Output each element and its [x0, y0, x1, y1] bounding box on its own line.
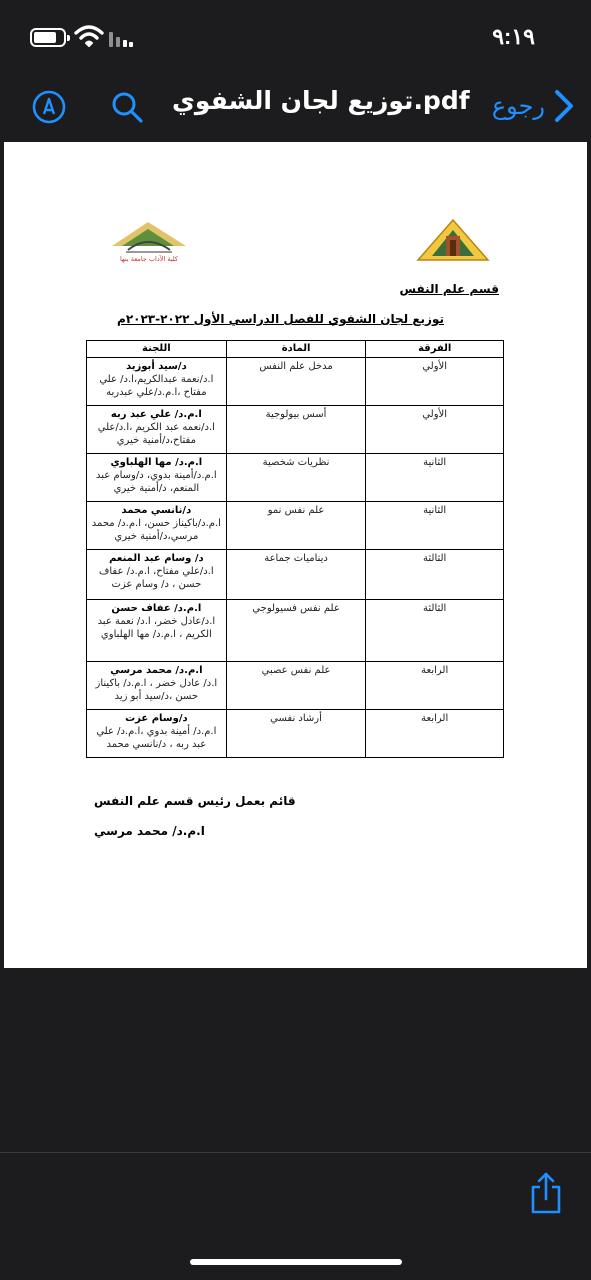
back-button[interactable] — [492, 86, 575, 126]
row-committee — [87, 550, 227, 600]
header-subject: المادة — [226, 341, 366, 358]
committee-members: ا.م.د/ أمينة بدوي ،ا.م.د/ علي عبد ربه ، د/نانسي محمد — [96, 726, 217, 750]
row-committee — [87, 600, 227, 662]
committee-members: ا.م.د/أمينة بدوي، د/وسام عبد المنعم، د/أمنية خيري — [96, 470, 217, 494]
header-committee: اللجنة — [87, 341, 227, 358]
row-level: الأولي — [366, 358, 504, 406]
row-level: الثانية — [366, 502, 504, 550]
row-subject: أسس بيولوجية — [226, 406, 366, 454]
table-row — [87, 406, 504, 454]
committee-members: ا.د/عادل خضر، ا.د/ نعمة عبد الكريم ، ا.م.د/ مها الهلباوي — [97, 616, 216, 640]
row-subject: مدخل علم النفس — [226, 358, 366, 406]
row-subject: علم نفس فسيولوجي — [226, 600, 366, 662]
back-button-label: رجوع — [491, 92, 545, 120]
table-row — [87, 600, 504, 662]
table-row — [87, 662, 504, 710]
table-row — [87, 358, 504, 406]
row-committee — [87, 502, 227, 550]
committee-head: د/نانسي محمد — [121, 505, 192, 516]
committee-head: ا.م.د/ عفاف حسن — [111, 603, 202, 614]
committee-members: ا.د/نعمه عبد الكريم ،ا.د/علي مفتاح،د/أمنية خيري — [97, 422, 215, 446]
committee-head: د/سيد أبوزيد — [126, 361, 187, 372]
row-committee — [87, 406, 227, 454]
chevron-right-icon — [553, 89, 575, 123]
row-level: الأولي — [366, 406, 504, 454]
table-row — [87, 454, 504, 502]
signature-title: قائم بعمل رئيس قسم علم النفس — [94, 794, 296, 808]
committee-table — [86, 340, 504, 758]
table-row — [87, 502, 504, 550]
distribution-title: توزيع لجان الشفوي للفصل الدراسي الأول ٢٠٢٢-٢٠٢٣م — [117, 312, 444, 326]
committee-head: ا.م.د/ علي عبد ربه — [110, 409, 202, 420]
share-icon[interactable] — [529, 1171, 563, 1215]
row-subject: نظريات شخصية — [226, 454, 366, 502]
table-row — [87, 550, 504, 600]
document-title: توزيع لجان الشفوي.pdf — [172, 86, 470, 115]
row-level: الرابعة — [366, 710, 504, 758]
committee-members: ا.د/ عادل خضر ، ا.م.د/ باكيناز حسن ،د/سيد أبو زيد — [95, 678, 218, 702]
row-level: الثالثة — [366, 600, 504, 662]
row-subject: ديناميات جماعة — [226, 550, 366, 600]
status-bar — [0, 0, 591, 72]
row-committee — [87, 454, 227, 502]
committee-members: ا.د/علي مفتاح، ا.م.د/ عفاف حسن ، د/ وسام عزت — [99, 566, 214, 590]
nav-bar — [0, 72, 591, 138]
logo-caption: كلية الآداب جامعة بنها — [119, 255, 179, 263]
committee-head: د/ وسام عبد المنعم — [109, 553, 204, 564]
row-level: الثالثة — [366, 550, 504, 600]
committee-members: ا.م.د/باكيناز حسن، ا.م.د/ محمد مرسي،د/أمنية خيري — [91, 518, 221, 542]
row-committee — [87, 662, 227, 710]
row-subject: علم نفس عصبي — [226, 662, 366, 710]
table-row — [87, 710, 504, 758]
committee-head: ا.م.د/ مها الهلباوي — [110, 457, 203, 468]
faculty-of-arts-logo — [108, 216, 190, 264]
row-committee — [87, 710, 227, 758]
committee-head: د/وسام عزت — [125, 713, 188, 724]
status-time: ٩:١٩ — [492, 24, 535, 49]
committee-members: ا.د/نعمة عبدالكريم،ا.د/ علي مفتاح ،ا.م.د/علي عبدربه — [99, 374, 214, 398]
university-logo — [412, 216, 494, 264]
markup-pen-icon[interactable] — [32, 90, 66, 124]
pdf-page[interactable] — [4, 142, 587, 968]
committee-head: ا.م.د/ محمد مرسي — [110, 665, 203, 676]
row-committee — [87, 358, 227, 406]
row-level: الثانية — [366, 454, 504, 502]
row-subject: علم نفس نمو — [226, 502, 366, 550]
department-title: قسم علم النفس — [399, 282, 499, 296]
signature-name: ا.م.د/ محمد مرسي — [94, 824, 205, 838]
search-icon[interactable] — [110, 90, 144, 124]
cellular-signal-icon — [108, 28, 134, 48]
table-header-row — [87, 341, 504, 358]
wifi-icon — [74, 24, 104, 48]
battery-icon — [30, 28, 66, 47]
row-level: الرابعة — [366, 662, 504, 710]
home-indicator[interactable] — [190, 1259, 402, 1265]
header-level: الفرقة — [366, 341, 504, 358]
row-subject: أرشاد نفسي — [226, 710, 366, 758]
